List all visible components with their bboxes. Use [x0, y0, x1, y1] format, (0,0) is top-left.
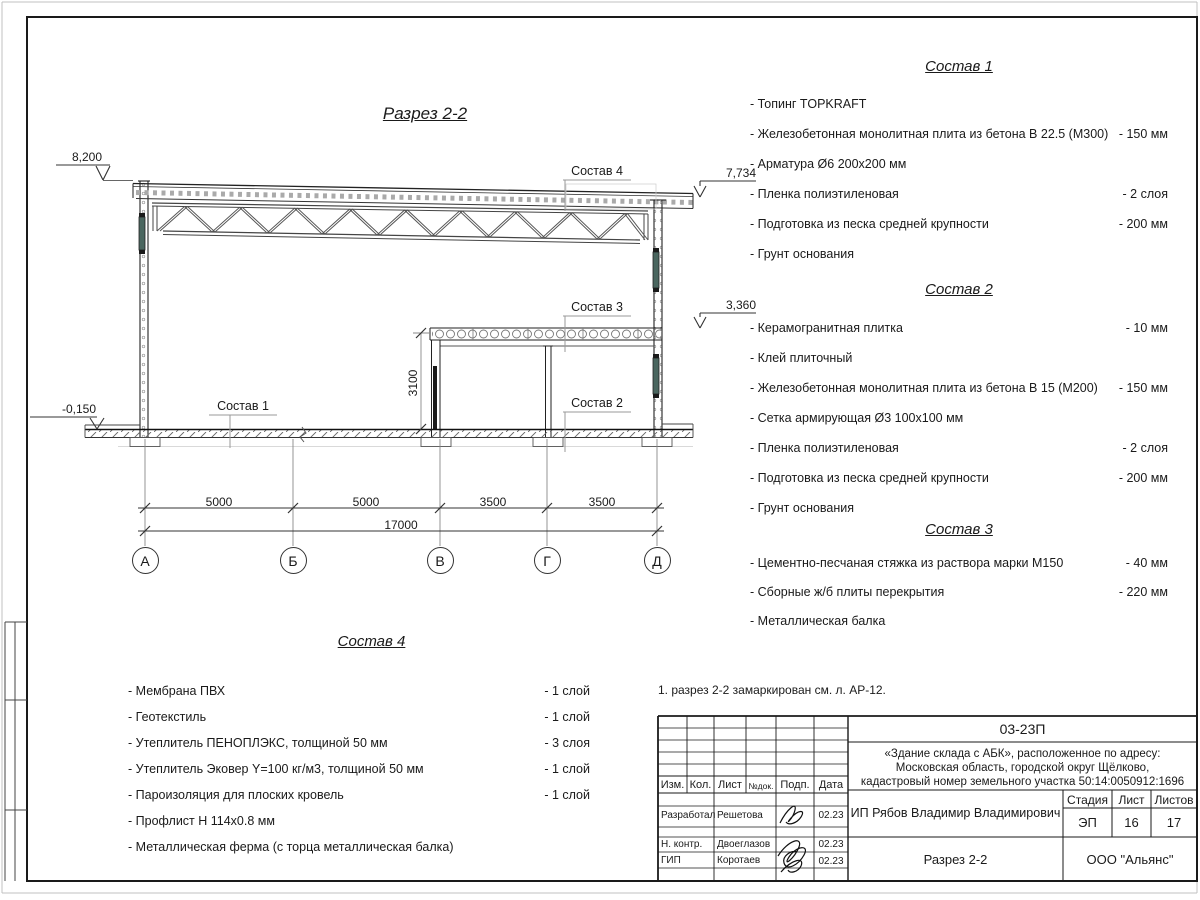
list-item: - Железобетонная монолитная плита из бетона В 15 (М200) - 150 мм [750, 381, 1168, 395]
col-header-kol: Кол. [689, 779, 712, 791]
right-wall-window-lower [653, 358, 659, 394]
elevation-slab: 3,360 [725, 298, 756, 312]
composition-4-title: Состав 4 [337, 633, 406, 650]
signature-scribbles [778, 806, 805, 872]
sheet-label: Лист [1118, 793, 1145, 807]
list-item: - Металлическая ферма (с торца металлическая балка) [128, 840, 454, 854]
list-item: - Геотекстиль - 1 слой [128, 710, 590, 724]
composition-3-title: Состав 3 [925, 521, 993, 538]
row-date: 02.23 [818, 839, 844, 850]
sheet-number: 16 [1124, 815, 1139, 830]
list-item: - Грунт основания [750, 501, 855, 515]
right-wall-window-upper [653, 252, 659, 288]
list-item: - Подготовка из песка средней крупности - 200 мм [750, 471, 1168, 485]
col-header-ndok: №док. [748, 781, 774, 791]
inner-floor-slab [430, 328, 662, 346]
col-header-podp: Подп. [780, 779, 810, 791]
list-item: - Пленка полиэтиленовая - 2 слоя [750, 441, 1168, 455]
roof-package [133, 184, 693, 209]
list-item: - Утеплитель ПЕНОПЛЭКС, толщиной 50 мм - 3 слоя [128, 736, 590, 750]
list-item: - Цементно-песчаная стяжка из раствора марки М150 - 40 мм [750, 556, 1168, 570]
row-date: 02.23 [818, 856, 844, 867]
composition-3 [750, 521, 1168, 643]
axis-bubble-v: В [427, 547, 454, 574]
composition-1 [750, 58, 1168, 277]
ground-slab [85, 424, 693, 447]
dim-inner-height: 3100 [406, 369, 420, 397]
composition-2-title: Состав 2 [925, 281, 993, 298]
axis-bubble-g: Г [534, 547, 561, 574]
dim-span-1: 5000 [205, 495, 233, 509]
company-name: ООО "Альянс" [1086, 852, 1174, 867]
level-marks [30, 165, 756, 429]
inner-wall-opening [433, 366, 437, 429]
dim-span-2: 5000 [352, 495, 380, 509]
list-item: - Подготовка из песка средней крупности - 200 мм [750, 217, 1168, 231]
dim-total: 17000 [384, 518, 418, 532]
doc-number: 03-23П [999, 721, 1046, 737]
list-item: - Железобетонная монолитная плита из бетона В 22.5 (М300) - 150 мм [750, 127, 1168, 141]
right-wall [650, 200, 666, 437]
row-role: Разработал [661, 810, 716, 821]
sheets-total: 17 [1166, 815, 1182, 830]
row-name: Двоеглазов [717, 839, 771, 850]
left-wall [138, 181, 150, 437]
list-item: - Грунт основания [750, 247, 855, 261]
elevation-roof-left: 8,200 [71, 150, 102, 164]
elevation-floor: -0,150 [61, 402, 96, 416]
list-item: - Утеплитель Эковер Y=100 кг/м3, толщиной 50 мм - 1 слой [128, 762, 590, 776]
inner-walls-columns [432, 340, 554, 437]
composition-2 [750, 281, 1168, 531]
stage-label: Стадия [1067, 793, 1108, 807]
profiled-sheet [136, 193, 693, 203]
row-date: 02.23 [818, 810, 844, 821]
stage-value: ЭП [1078, 815, 1097, 830]
axis-bubble-d: Д [644, 547, 671, 574]
list-item: - Клей плиточный [750, 351, 853, 365]
left-margin-strip [5, 622, 27, 881]
list-item: - Топинг TOPKRAFT [750, 97, 867, 111]
row-name: Решетова [717, 810, 763, 821]
drawing-note: 1. разрез 2-2 замаркирован см. л. АР-12. [658, 683, 886, 697]
drawing-view-title: Разрез 2-2 [382, 104, 468, 123]
list-item: - Пленка полиэтиленовая - 2 слоя [750, 187, 1168, 201]
col-header-izm: Изм. [660, 779, 685, 791]
callout-sostav-3: Состав 3 [571, 300, 623, 314]
row-role: ГИП [661, 855, 681, 866]
list-item: - Сетка армирующая Ø3 100x100 мм [750, 411, 964, 425]
list-item: - Арматура Ø6 200x200 мм [750, 157, 907, 171]
axis-bubble-a: А [132, 547, 159, 574]
row-role: Н. контр. [661, 839, 703, 850]
section-name: Разрез 2-2 [923, 852, 988, 867]
col-header-list: Лист [718, 779, 742, 791]
sheets-label: Листов [1154, 793, 1194, 807]
list-item: - Профлист Н 114x0.8 мм [128, 814, 275, 828]
composition-4 [128, 633, 590, 866]
object-description: «Здание склада с АБК», расположенное по адресу: Московская область, городской округ Щёлково, кадастровый номер земельного участка 50:14:0050912:1696 [860, 748, 1185, 788]
axis-bubble-b: Б [280, 547, 307, 574]
col-header-data: Дата [818, 779, 844, 791]
dim-span-4: 3500 [588, 495, 616, 509]
elevation-roof-right: 7,734 [725, 166, 756, 180]
left-wall-window [139, 217, 145, 250]
list-item: - Пароизоляция для плоских кровель - 1 слой [128, 788, 590, 802]
composition-1-title: Состав 1 [925, 58, 993, 75]
callout-sostav-1: Состав 1 [217, 399, 269, 413]
list-item: - Сборные ж/б плиты перекрытия - 220 мм [750, 585, 1168, 599]
dim-span-3: 3500 [479, 495, 507, 509]
list-item: - Керамогранитная плитка - 10 мм [750, 321, 1168, 335]
list-item: - Мембрана ПВХ - 1 слой [128, 684, 590, 698]
client-name: ИП Рябов Владимир Владимирович [850, 806, 1061, 820]
callout-sostav-4: Состав 4 [571, 164, 623, 178]
list-item: - Металлическая балка [750, 614, 886, 628]
row-name: Коротаев [717, 855, 761, 866]
callout-sostav-2: Состав 2 [571, 396, 623, 410]
